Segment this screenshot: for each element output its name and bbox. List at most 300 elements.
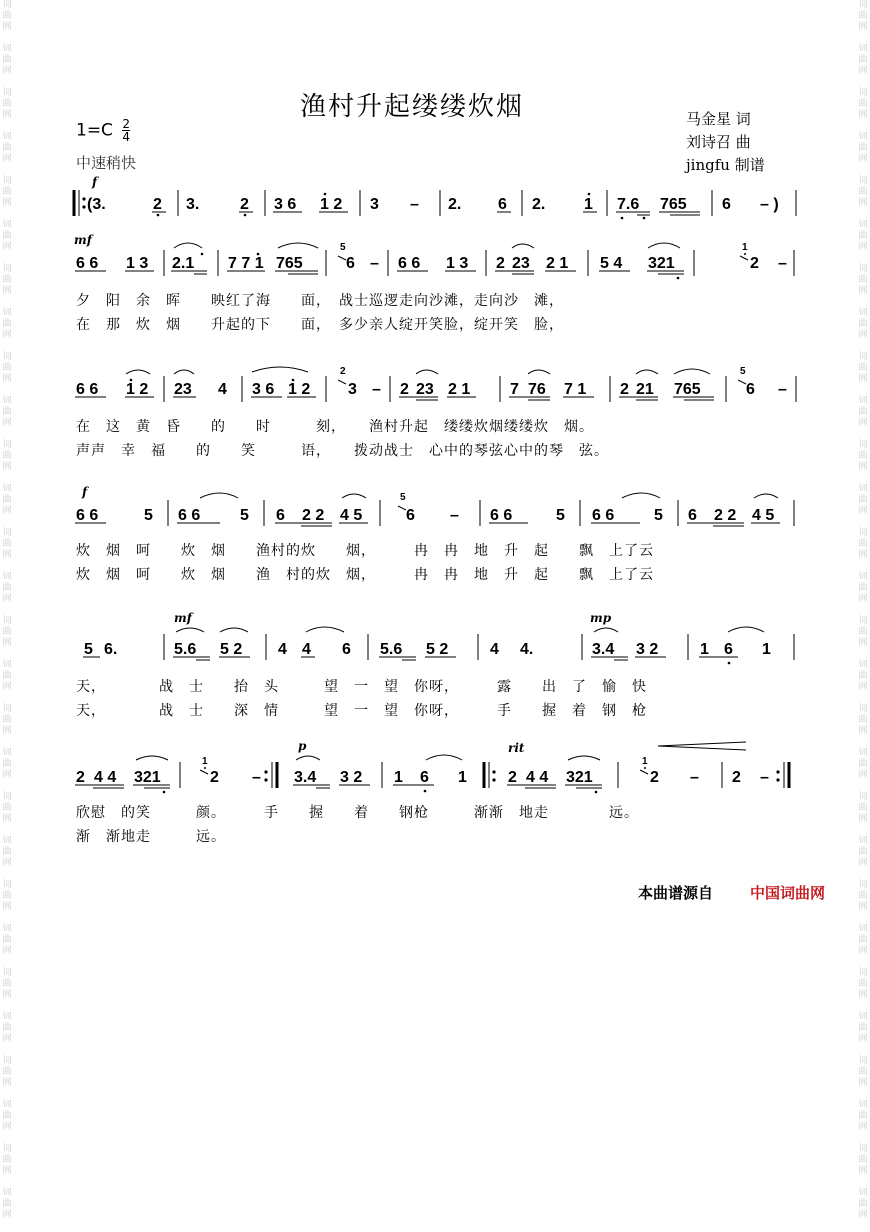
watermark-gap [856, 165, 870, 176]
svg-text:–: – [370, 255, 379, 272]
watermark-char: 网 [858, 638, 868, 648]
watermark-char: 网 [858, 770, 868, 780]
watermark-char: 曲 [2, 1067, 12, 1077]
watermark-char: 词 [858, 1188, 868, 1198]
svg-text:321: 321 [566, 769, 593, 786]
watermark-gap [856, 561, 870, 572]
lyrics-row-4-verse-1: 炊 烟 呵 炊 烟 渔村的炊 烟， 冉 冉 地 升 起 飘 上了云 [76, 543, 654, 559]
svg-text:5: 5 [400, 492, 406, 503]
transcriber-credit: jingfu 制谱 [686, 156, 765, 174]
svg-text:–: – [778, 255, 787, 272]
watermark-char: 词 [858, 968, 868, 978]
watermark-gap [856, 1089, 870, 1100]
svg-text:76: 76 [528, 381, 546, 398]
watermark-char: 曲 [858, 11, 868, 21]
watermark-char: 网 [858, 66, 868, 76]
watermark-char: 网 [2, 374, 12, 384]
watermark-char: 词 [858, 704, 868, 714]
watermark-gap [0, 737, 14, 748]
svg-text:3 6: 3 6 [252, 381, 275, 398]
svg-text:– ): – ) [760, 196, 779, 213]
watermark-char: 词 [858, 616, 868, 626]
watermark-gap [0, 297, 14, 308]
svg-text:2: 2 [240, 196, 249, 213]
lyrics-row-3-verse-1: 在 这 黄 昏 的 时 刻， 渔村升起 缕缕炊烟缕缕炊 烟。 [76, 419, 594, 435]
svg-text:3: 3 [348, 381, 357, 398]
watermark-gap [856, 121, 870, 132]
svg-text:2: 2 [400, 381, 409, 398]
watermark-char: 词 [858, 792, 868, 802]
watermark-char: 词 [858, 264, 868, 274]
watermark-gap [856, 385, 870, 396]
lyrics-row-6-verse-2: 渐 渐地走 远。 [76, 829, 226, 845]
watermark-char: 网 [2, 1034, 12, 1044]
watermark-char: 曲 [858, 759, 868, 769]
watermark-char: 词 [858, 1012, 868, 1022]
svg-text:6: 6 [346, 255, 355, 272]
watermark-char: 词 [2, 1012, 12, 1022]
svg-text:21: 21 [636, 381, 654, 398]
svg-text:6: 6 [406, 507, 415, 524]
svg-text:6 6: 6 6 [76, 255, 99, 272]
watermark-char: 词 [2, 660, 12, 670]
watermark-gap [0, 341, 14, 352]
svg-text:5: 5 [556, 507, 565, 524]
watermark-char: 曲 [858, 627, 868, 637]
score-row-6 [70, 738, 810, 794]
watermark-char: 网 [2, 198, 12, 208]
watermark-char: 曲 [858, 187, 868, 197]
watermark-char: 网 [2, 726, 12, 736]
svg-text:7: 7 [510, 381, 519, 398]
watermark-char: 网 [2, 814, 12, 824]
key-label: 1=C [76, 120, 113, 141]
svg-text:5: 5 [240, 507, 249, 524]
watermark-char: 词 [858, 308, 868, 318]
watermark-char: 词 [858, 660, 868, 670]
watermark-char: 网 [858, 462, 868, 472]
watermark-gap [856, 253, 870, 264]
svg-text:5: 5 [740, 366, 746, 377]
watermark-gap [856, 825, 870, 836]
watermark-char: 词 [2, 0, 12, 10]
watermark-gap [0, 561, 14, 572]
notation-row-5 [83, 627, 794, 664]
dynamic-mark: mf [174, 611, 192, 625]
watermark-char: 网 [858, 154, 868, 164]
watermark-char: 曲 [858, 99, 868, 109]
svg-text:5 2: 5 2 [426, 641, 449, 658]
watermark-gap [856, 1045, 870, 1056]
watermark-char: 网 [2, 242, 12, 252]
watermark-char: 网 [858, 682, 868, 692]
svg-text:4 5: 4 5 [752, 507, 775, 524]
watermark-char: 词 [2, 88, 12, 98]
watermark-char: 网 [2, 638, 12, 648]
svg-text:2: 2 [210, 769, 219, 786]
lyrics-row-5-verse-2: 天， 战 士 深 情 望 一 望 你呀， 手 握 着 钢 枪 [76, 703, 647, 719]
watermark-char: 曲 [2, 1111, 12, 1121]
svg-text:–: – [690, 769, 699, 786]
time-signature [122, 118, 130, 143]
watermark-char: 网 [2, 1166, 12, 1176]
watermark-char: 网 [2, 286, 12, 296]
watermark-char: 词 [858, 924, 868, 934]
svg-text:5 2: 5 2 [220, 641, 243, 658]
svg-text:765: 765 [660, 196, 687, 213]
watermark-char: 网 [858, 1078, 868, 1088]
watermark-char: 词 [2, 484, 12, 494]
watermark-char: 曲 [2, 627, 12, 637]
watermark-gap [856, 693, 870, 704]
svg-text:6.: 6. [104, 641, 118, 658]
watermark-char: 网 [858, 550, 868, 560]
watermark-char: 曲 [858, 231, 868, 241]
watermark-char: 词 [2, 264, 12, 274]
watermark-char: 词 [2, 176, 12, 186]
watermark-char: 网 [858, 814, 868, 824]
svg-text:3 6: 3 6 [274, 196, 297, 213]
watermark-char: 网 [858, 1166, 868, 1176]
watermark-char: 网 [858, 330, 868, 340]
svg-text:2 1: 2 1 [448, 381, 471, 398]
watermark-char: 词 [858, 528, 868, 538]
watermark-gap [0, 649, 14, 660]
watermark-char: 曲 [2, 11, 12, 21]
watermark-char: 曲 [858, 539, 868, 549]
svg-text:6: 6 [420, 769, 429, 786]
notation-row-3 [75, 366, 796, 402]
watermark-gap [0, 605, 14, 616]
svg-text:1 2: 1 2 [288, 381, 311, 398]
watermark-char: 词 [858, 836, 868, 846]
watermark-char: 词 [2, 132, 12, 142]
score-row-1 [70, 172, 810, 222]
svg-text:4: 4 [490, 641, 499, 658]
svg-text:6 6: 6 6 [178, 507, 201, 524]
svg-text:4.: 4. [520, 641, 534, 658]
watermark-char: 网 [858, 726, 868, 736]
watermark-char: 词 [858, 484, 868, 494]
svg-text:23: 23 [512, 255, 530, 272]
svg-text:1 2: 1 2 [126, 381, 149, 398]
watermark-char: 词 [858, 88, 868, 98]
watermark-char: 曲 [2, 187, 12, 197]
watermark-char: 词 [858, 748, 868, 758]
watermark-char: 网 [2, 1122, 12, 1132]
svg-text:2: 2 [496, 255, 505, 272]
svg-text:7 1: 7 1 [564, 381, 587, 398]
svg-text:2 2: 2 2 [714, 507, 737, 524]
svg-text:1 2: 1 2 [320, 196, 343, 213]
key-signature [76, 118, 130, 143]
watermark-char: 曲 [858, 1023, 868, 1033]
watermark-char: 网 [858, 1210, 868, 1220]
watermark-char: 曲 [858, 583, 868, 593]
watermark-char: 词 [858, 352, 868, 362]
watermark-gap [0, 913, 14, 924]
watermark-char: 网 [858, 22, 868, 32]
svg-text:765: 765 [276, 255, 303, 272]
svg-text:4 4: 4 4 [94, 769, 117, 786]
lyrics-row-2-verse-2: 在 那 炊 烟 升起的下 面， 多少亲人绽开笑脸，绽开笑 脸， [76, 317, 564, 333]
svg-text:2 2: 2 2 [302, 507, 325, 524]
dynamic-mark: f [82, 485, 88, 499]
svg-text:3 2: 3 2 [340, 769, 363, 786]
watermark-char: 曲 [2, 99, 12, 109]
svg-text:7 7 1: 7 7 1 [228, 255, 264, 272]
svg-text:4 5: 4 5 [340, 507, 363, 524]
watermark-char: 曲 [2, 1023, 12, 1033]
watermark-gap [856, 297, 870, 308]
watermark-char: 曲 [2, 715, 12, 725]
svg-text:6 6: 6 6 [76, 507, 99, 524]
watermark-char: 网 [858, 594, 868, 604]
svg-text:2.1: 2.1 [172, 255, 195, 272]
watermark-char: 曲 [858, 363, 868, 373]
watermark-char: 曲 [858, 671, 868, 681]
svg-text:–: – [252, 769, 261, 786]
lyrics-row-4-verse-2: 炊 烟 呵 炊 烟 渔 村的炊 烟， 冉 冉 地 升 起 飘 上了云 [76, 567, 654, 583]
svg-text:6 6: 6 6 [398, 255, 421, 272]
svg-text:2: 2 [732, 769, 741, 786]
watermark-char: 网 [2, 902, 12, 912]
watermark-char: 曲 [2, 891, 12, 901]
watermark-strip-right [856, 0, 870, 1220]
watermark-char: 曲 [2, 407, 12, 417]
watermark-gap [0, 693, 14, 704]
watermark-char: 网 [2, 550, 12, 560]
watermark-char: 曲 [858, 1067, 868, 1077]
svg-text:–: – [372, 381, 381, 398]
watermark-char: 网 [858, 946, 868, 956]
watermark-char: 网 [858, 198, 868, 208]
watermark-gap [856, 1177, 870, 1188]
watermark-gap [856, 605, 870, 616]
lyrics-row-6-verse-1: 欣慰 的笑 颜。 手 握 着 钢枪 渐渐 地走 远。 [76, 805, 639, 821]
watermark-char: 曲 [858, 1199, 868, 1209]
watermark-gap [0, 1133, 14, 1144]
svg-text:1 3: 1 3 [126, 255, 149, 272]
score-row-3 [70, 360, 810, 410]
watermark-char: 词 [2, 924, 12, 934]
svg-text:1: 1 [458, 769, 467, 786]
watermark-char: 网 [858, 374, 868, 384]
watermark-char: 曲 [2, 539, 12, 549]
watermark-gap [0, 121, 14, 132]
watermark-char: 曲 [2, 451, 12, 461]
watermark-char: 词 [2, 1056, 12, 1066]
svg-text:4: 4 [278, 641, 287, 658]
notation-row-6 [75, 742, 789, 793]
dynamic-mark: p [298, 739, 307, 753]
watermark-char: 词 [858, 220, 868, 230]
notation-row-4 [75, 492, 794, 526]
watermark-gap [856, 341, 870, 352]
watermark-gap [856, 869, 870, 880]
svg-text:2: 2 [76, 769, 85, 786]
watermark-char: 曲 [858, 935, 868, 945]
watermark-char: 网 [858, 110, 868, 120]
svg-text:1: 1 [642, 756, 648, 767]
svg-text:1: 1 [742, 242, 748, 253]
lyrics-row-3-verse-2: 声声 幸 福 的 笑 语， 拨动战士 心中的琴弦心中的琴 弦。 [76, 443, 609, 459]
svg-text:3.: 3. [186, 196, 200, 213]
lyricist-credit: 马金星 词 [686, 110, 751, 128]
svg-text:1: 1 [762, 641, 771, 658]
svg-text:1: 1 [394, 769, 403, 786]
watermark-char: 词 [858, 132, 868, 142]
watermark-char: 网 [2, 858, 12, 868]
watermark-char: 曲 [2, 363, 12, 373]
svg-text:5: 5 [84, 641, 93, 658]
svg-text:6 6: 6 6 [592, 507, 615, 524]
watermark-char: 词 [2, 748, 12, 758]
watermark-gap [0, 473, 14, 484]
watermark-char: 词 [2, 44, 12, 54]
notation-row-1 [74, 190, 796, 219]
lyrics-row-5-verse-1: 天， 战 士 抬 头 望 一 望 你呀， 露 出 了 愉 快 [76, 679, 647, 695]
watermark-char: 词 [2, 572, 12, 582]
watermark-char: 网 [858, 506, 868, 516]
watermark-char: 网 [2, 462, 12, 472]
svg-text:–: – [760, 769, 769, 786]
svg-text:6: 6 [724, 641, 733, 658]
svg-text:3: 3 [370, 196, 379, 213]
watermark-gap [0, 1177, 14, 1188]
watermark-gap [856, 77, 870, 88]
watermark-char: 网 [2, 154, 12, 164]
watermark-char: 词 [2, 880, 12, 890]
watermark-char: 网 [2, 66, 12, 76]
dynamic-mark: mf [74, 233, 92, 247]
watermark-char: 曲 [858, 407, 868, 417]
watermark-char: 词 [2, 792, 12, 802]
watermark-char: 词 [858, 1144, 868, 1154]
watermark-char: 网 [2, 110, 12, 120]
watermark-char: 曲 [858, 451, 868, 461]
watermark-gap [0, 517, 14, 528]
svg-text:2: 2 [508, 769, 517, 786]
watermark-gap [0, 253, 14, 264]
watermark-strip-left [0, 0, 14, 1220]
watermark-char: 网 [858, 990, 868, 1000]
watermark-char: 曲 [2, 979, 12, 989]
watermark-char: 网 [858, 1034, 868, 1044]
watermark-gap [856, 649, 870, 660]
watermark-char: 曲 [2, 55, 12, 65]
watermark-char: 网 [2, 946, 12, 956]
watermark-gap [856, 913, 870, 924]
svg-text:5.6: 5.6 [174, 641, 197, 658]
watermark-char: 曲 [858, 891, 868, 901]
watermark-char: 词 [2, 1100, 12, 1110]
watermark-gap [0, 77, 14, 88]
watermark-char: 曲 [2, 495, 12, 505]
watermark-gap [0, 1089, 14, 1100]
watermark-char: 曲 [2, 1199, 12, 1209]
watermark-char: 词 [858, 1056, 868, 1066]
watermark-gap [856, 1221, 870, 1232]
watermark-char: 曲 [858, 143, 868, 153]
source-site-link[interactable]: 中国词曲网 [750, 884, 826, 902]
notation-row-2 [75, 242, 794, 279]
watermark-char: 曲 [2, 1155, 12, 1165]
svg-text:3.4: 3.4 [294, 769, 317, 786]
watermark-char: 网 [858, 242, 868, 252]
svg-text:23: 23 [174, 381, 192, 398]
svg-text:3.4: 3.4 [592, 641, 615, 658]
svg-text:4 4: 4 4 [526, 769, 549, 786]
watermark-char: 网 [2, 594, 12, 604]
score-row-4 [70, 482, 810, 532]
watermark-char: 词 [2, 396, 12, 406]
watermark-char: 曲 [2, 671, 12, 681]
watermark-char: 词 [2, 308, 12, 318]
dynamic-mark: rit [508, 741, 525, 755]
watermark-char: 曲 [2, 319, 12, 329]
watermark-char: 词 [858, 176, 868, 186]
watermark-char: 网 [2, 682, 12, 692]
watermark-char: 词 [2, 220, 12, 230]
svg-text:1 3: 1 3 [446, 255, 469, 272]
watermark-char: 曲 [2, 231, 12, 241]
watermark-gap [0, 33, 14, 44]
watermark-gap [0, 429, 14, 440]
watermark-char: 词 [858, 44, 868, 54]
watermark-char: 词 [858, 1100, 868, 1110]
svg-text:4: 4 [218, 381, 227, 398]
watermark-char: 曲 [858, 275, 868, 285]
watermark-gap [0, 825, 14, 836]
watermark-char: 网 [858, 1122, 868, 1132]
svg-text:765: 765 [674, 381, 701, 398]
watermark-char: 网 [858, 418, 868, 428]
watermark-gap [856, 517, 870, 528]
watermark-gap [856, 957, 870, 968]
watermark-char: 词 [2, 704, 12, 714]
svg-text:3 2: 3 2 [636, 641, 659, 658]
score-row-5 [70, 608, 810, 664]
svg-text:321: 321 [134, 769, 161, 786]
watermark-gap [0, 869, 14, 880]
watermark-char: 词 [858, 396, 868, 406]
svg-text:2: 2 [620, 381, 629, 398]
watermark-char: 词 [858, 572, 868, 582]
watermark-char: 网 [2, 418, 12, 428]
watermark-char: 曲 [858, 55, 868, 65]
score-row-2 [70, 232, 810, 282]
watermark-char: 曲 [858, 803, 868, 813]
watermark-char: 曲 [858, 847, 868, 857]
svg-text:5.6: 5.6 [380, 641, 403, 658]
watermark-gap [856, 1133, 870, 1144]
svg-text:5: 5 [654, 507, 663, 524]
svg-text:5 4: 5 4 [600, 255, 623, 272]
watermark-gap [856, 33, 870, 44]
svg-text:1: 1 [584, 196, 593, 213]
watermark-char: 网 [2, 330, 12, 340]
song-title: 渔村升起缕缕炊烟 [300, 92, 525, 122]
watermark-gap [856, 781, 870, 792]
svg-text:6: 6 [498, 196, 507, 213]
svg-text:2: 2 [750, 255, 759, 272]
watermark-gap [0, 1045, 14, 1056]
svg-text:7.6: 7.6 [617, 196, 640, 213]
watermark-char: 网 [858, 858, 868, 868]
watermark-gap [0, 1221, 14, 1232]
watermark-char: 词 [2, 968, 12, 978]
